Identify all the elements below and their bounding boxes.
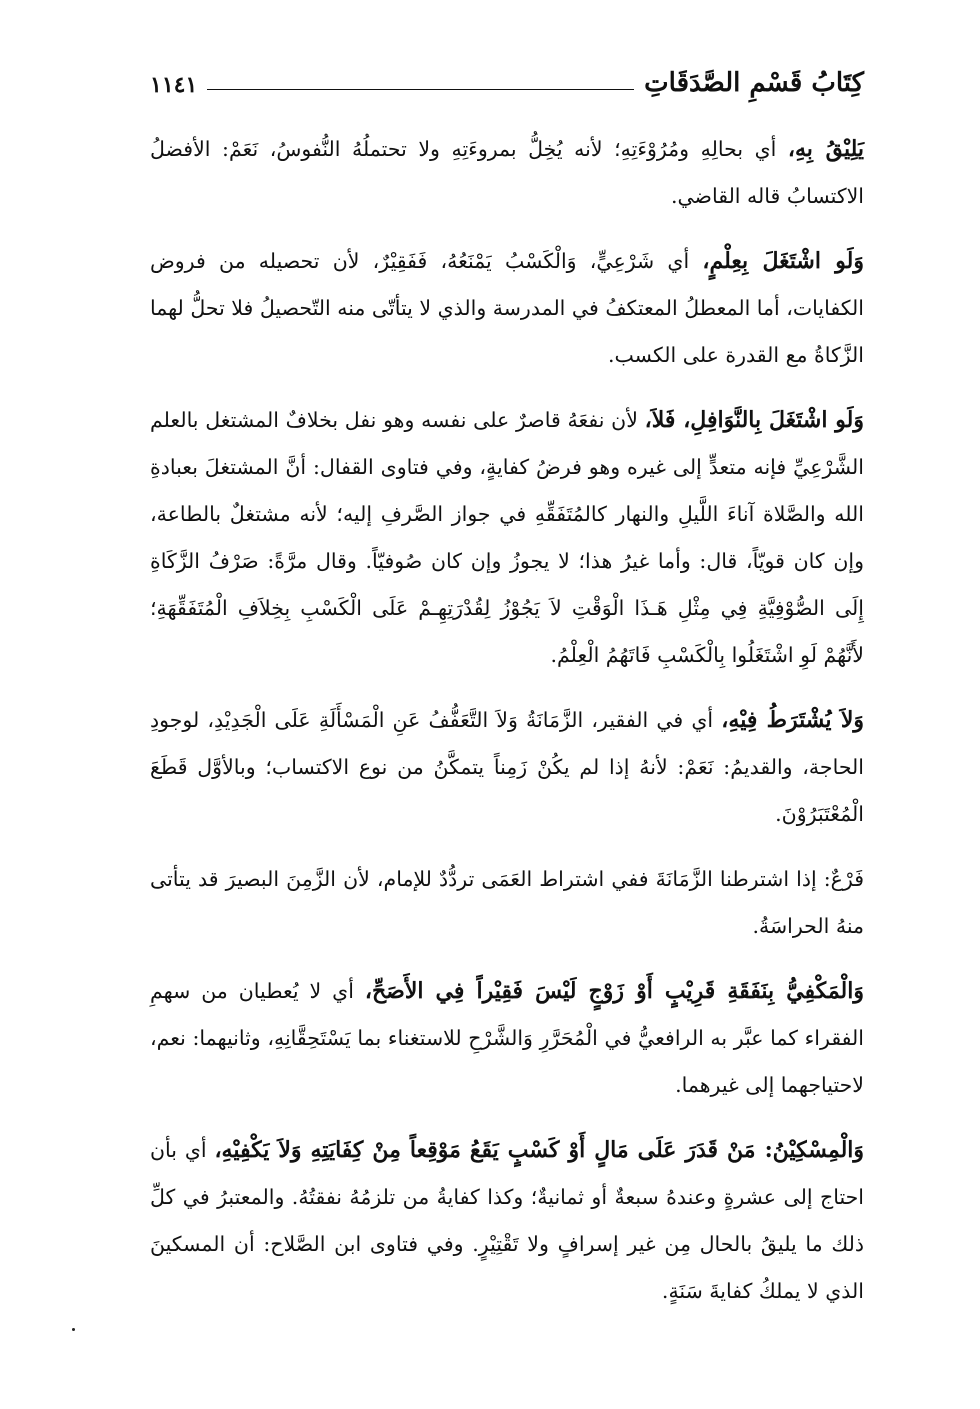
commentary-text: أي شَرْعِيٍّ، وَالْكَسْبُ يَمْنَعُهُ، فَفَقِيْرٌ، لأن تحصيله من فروض الكفايات، أما المعطلُ المعتكفُ في المدرسة والذي لا يتأتّى منه التّحصيلُ فلا تحلُّ لهما الزَّكاةُ مع القدرة على الكسب. [150, 249, 864, 367]
commentary-text: لأن نفعَهُ قاصرٌ على نفسه وهو نفل بخلافٌ المشتغل بالعلم الشَّرْعِيِّ فإنه متعدٍّ إلى غيره وهو فرضُ كفايةٍ، وفي فتاوى القفال: أنَّ المشتغلَ بعبادةِ الله والصَّلاة آناءَ اللَّيلِ والنهار كالمُتَفَقِّهِ في جواز الصَّرفِ إليه؛ لأنه مشتغلٌ بالطاعة، وإن كان قويّاً، قال: وأما غيرُ هذا؛ لا يجوزُ وإن كان صُوفيّاً. وقال مرَّةً: صَرْفُ الزَّكَاةِ إِلَى الصُّوْفِيَّةِ فِي مِثْلِ هَـذَا الْوَقْتِ لاَ يَجُوْزُ لِقُدْرَتِهِـمْ عَلَى الْكَسْبِ بِخِلاَفِ الْمُتَفَقِّهَةِ؛ لأَنَّهُمْ لَوِ اشْتَغَلُوا بِالْكَسْبِ فَاتَهُمُ الْعِلْمُ. [150, 408, 864, 667]
paragraph [150, 856, 864, 950]
matn-text: وَلَو اشْتَغَلَ بِالنَّوَافِلِ، فَلاَ، [644, 407, 865, 433]
commentary-text: أي لا يُعطيان من سهمِ الفقراء كما عبَّر به الرافعيُّ في الْمُحَرَّرِ وَالشَّرْحِ للاستغناء بما يَسْتَحِقَّانِهِ، وثانيهما: نعم، لاحتياجهما إلى غيرهما. [150, 979, 864, 1097]
commentary-text: فَرْعٌ: إذا اشترطنا الزَّمَانَةَ ففي اشتراط العَمَى تردُّدٌ للإمام، لأن الزَّمِنَ البصيرَ قد يتأتى منهُ الحراسَةُ. [150, 867, 864, 938]
paragraph [150, 126, 864, 220]
header-rule [207, 89, 634, 90]
running-title: كِتَابُ قَسْمِ الصَّدَقَاتِ [644, 68, 864, 98]
matn-text: وَالْمَكْفِيُّ بِنَفَقَةِ قَرِيْبٍ أَوْ زَوْجٍ لَيْسَ فَقِيْراً فِي الأَصَحِّ، [364, 978, 864, 1004]
page-body [150, 126, 864, 1315]
page-number: ١١٤١ [150, 72, 198, 98]
matn-text: وَلَو اشْتَغَلَ بِعِلْمٍ، [702, 248, 865, 274]
paragraph [150, 397, 864, 679]
page-header [150, 60, 864, 100]
paragraph [150, 238, 864, 379]
paragraph [150, 1127, 864, 1315]
matn-text: وَلاَ يُشْتَرَطُ فِيْهِ، [721, 707, 864, 733]
matn-text: يَلِيْقُ بِهِ، [787, 136, 864, 162]
scan-speck [72, 1328, 75, 1331]
matn-text: وَالْمِسْكِيْنُ: مَنْ قَدَرَ عَلَى مَالٍ أَوْ كَسْبٍ يَقَعُ مَوْقِعاً مِنْ كِفَايَتِهِ وَلاَ يَكْفِيْهِ، [214, 1137, 865, 1163]
commentary-text: أي بحالِهِ ومُرُوْءَتِهِ؛ لأنه يُخِلُّ بمروءَتِهِ ولا تحتملُهُ النُّفوسُ، نَعَمْ: الأفضلُ الاكتسابُ قاله القاضي. [150, 137, 864, 208]
commentary-text: أي في الفقير، الزَّمَانَةُ وَلاَ التَّعَفُّفُ عَنِ الْمَسْأَلَةِ عَلَى الْجَدِيْدِ، لوجودِ الحاجة، والقديمُ: نَعَمْ: لأنهُ إذا لم يكُنْ زَمِناً يتمكَّنُ من نوع الاكتساب؛ وبالأوَّل قَطَعَ الْمُعْتَبَرُوْنَ. [150, 708, 864, 826]
paragraph [150, 697, 864, 838]
commentary-text: أي بأن احتاج إلى عشرةٍ وعندهُ سبعةٌ أو ثمانيةٌ؛ وكذا كفايةُ من تلزمُهُ نفقتُهُ. والمعتبرُ في كلِّ ذلك ما يليقُ بالحال مِن غير إسرافٍ ولا تَقْتِيْرٍ. وفي فتاوى ابن الصَّلاح: أن المسكينَ الذي لا يملكُ كفايةَ سَنَةٍ. [150, 1138, 864, 1303]
book-page [150, 60, 864, 1360]
paragraph [150, 968, 864, 1109]
